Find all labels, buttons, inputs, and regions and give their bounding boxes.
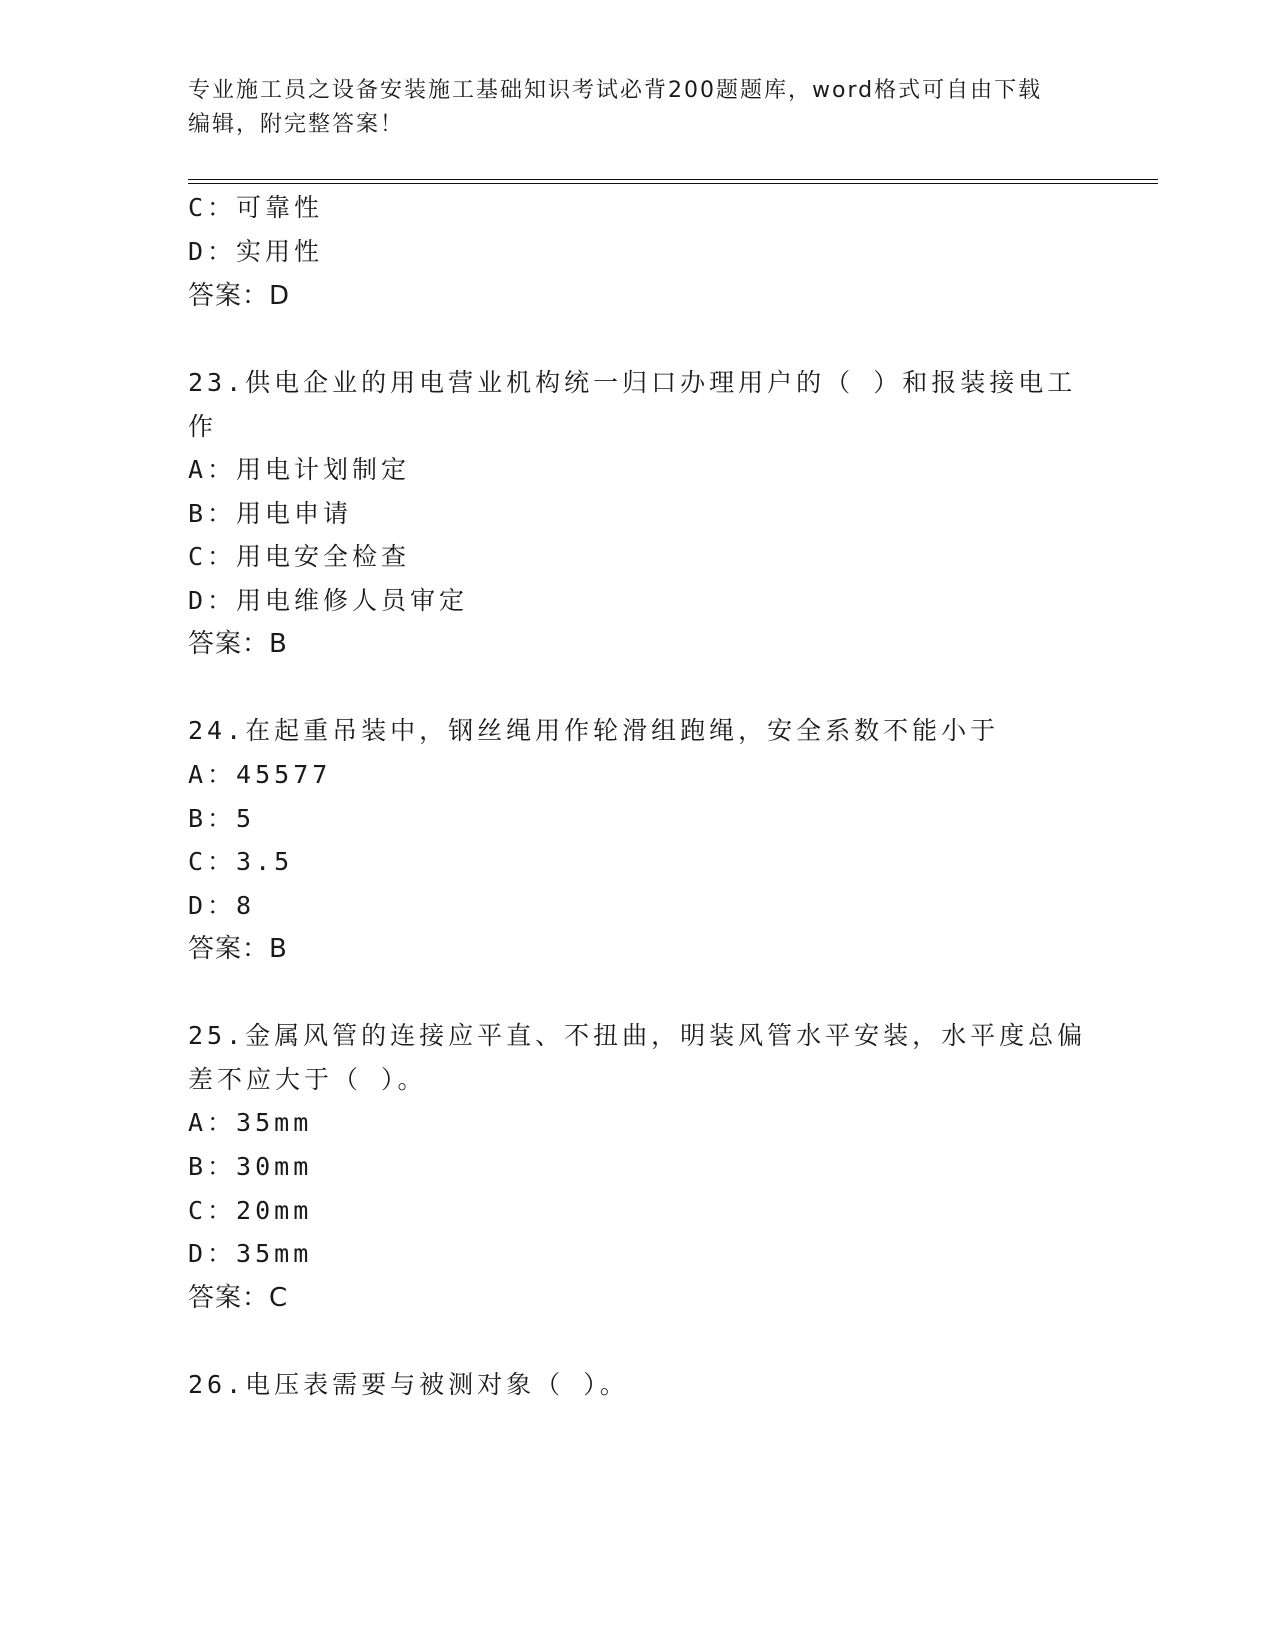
question-23-text-cont: 作	[188, 412, 218, 441]
question-25-option-b: B：30mm	[188, 1152, 313, 1181]
question-24-option-d: D：8	[188, 891, 256, 920]
question-25-text-cont: 差不应大于（ ）。	[188, 1065, 427, 1094]
header-title-line-1: 专业施工员之设备安装施工基础知识考试必背200题题库，word格式可自由下载	[188, 78, 1043, 103]
question-24-answer: 答案：B	[188, 934, 288, 964]
question-23-option-a: A：用电计划制定	[188, 455, 411, 484]
question-24-option-c: C：3.5	[188, 847, 294, 876]
header-divider-bottom	[188, 183, 1158, 184]
question-26-text: 26.电压表需要与被测对象（ ）。	[188, 1370, 629, 1399]
header-divider-top	[188, 179, 1158, 180]
question-23-option-d: D：用电维修人员审定	[188, 586, 469, 615]
header-title-line-2: 编辑，附完整答案！	[188, 112, 405, 137]
question-25-text: 25.金属风管的连接应平直、不扭曲，明装风管水平安装，水平度总偏	[188, 1021, 1087, 1050]
question-23-option-b: B：用电申请	[188, 499, 353, 528]
question-24-option-b: B：5	[188, 804, 256, 833]
question-23-text: 23.供电企业的用电营业机构统一归口办理用户的（ ）和报装接电工	[188, 368, 1077, 397]
answer-label: 答案：D	[188, 281, 291, 311]
question-23-option-c: C：用电安全检查	[188, 542, 411, 571]
option-d: D：实用性	[188, 237, 324, 266]
question-24-option-a: A：45577	[188, 760, 332, 789]
question-25-answer: 答案：C	[188, 1283, 289, 1313]
document-header	[188, 74, 1088, 142]
option-c: C：可靠性	[188, 193, 324, 222]
question-25-option-c: C：20mm	[188, 1196, 313, 1225]
question-25-option-d: D：35mm	[188, 1239, 313, 1268]
question-25-option-a: A：35mm	[188, 1108, 313, 1137]
question-24-text: 24.在起重吊装中，钢丝绳用作轮滑组跑绳，安全系数不能小于	[188, 716, 1000, 745]
question-23-answer: 答案：B	[188, 629, 288, 659]
